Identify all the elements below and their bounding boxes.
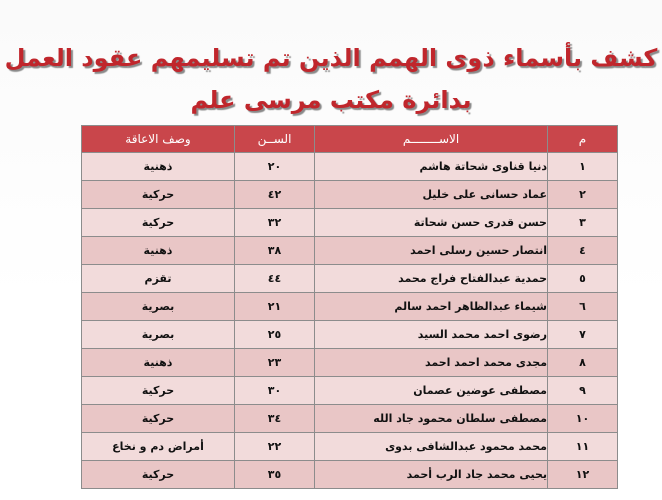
table-row [82, 405, 618, 433]
row-name: رضوى احمد محمد السيد [315, 321, 548, 349]
row-age: ٤٢ [235, 181, 315, 209]
row-number: ٢ [548, 181, 618, 209]
row-name: مصطفى سلطان محمود جاد الله [315, 405, 548, 433]
row-age: ٣٢ [235, 209, 315, 237]
row-age: ٢٣ [235, 349, 315, 377]
row-name: يحيى محمد جاد الرب أحمد [315, 461, 548, 489]
row-age: ٣٠ [235, 377, 315, 405]
row-disability: ذهنية [82, 349, 235, 377]
row-name: محمد محمود عبدالشافى بدوى [315, 433, 548, 461]
header-disability: وصف الاعاقة [82, 126, 235, 153]
row-disability: ذهنية [82, 153, 235, 181]
table-row [82, 153, 618, 181]
row-age: ٣٨ [235, 237, 315, 265]
row-name: حسن قدرى حسن شحاتة [315, 209, 548, 237]
title-line-1: كشف بأسماء ذوى الهمم الذين تم تسليمهم عقود العمل [4, 44, 658, 72]
row-age: ٢٥ [235, 321, 315, 349]
row-disability: بصرية [82, 321, 235, 349]
row-number: ٧ [548, 321, 618, 349]
table-header-row [82, 126, 618, 153]
row-name: دنيا قناوى شحاتة هاشم [315, 153, 548, 181]
row-disability: أمراض دم و نخاع [82, 433, 235, 461]
row-disability: بصرية [82, 293, 235, 321]
row-age: ٢٠ [235, 153, 315, 181]
row-name: حمدية عبدالفتاح فراج محمد [315, 265, 548, 293]
row-disability: حركية [82, 209, 235, 237]
row-disability: حركية [82, 377, 235, 405]
table-row [82, 293, 618, 321]
row-disability: حركية [82, 405, 235, 433]
table-row [82, 461, 618, 489]
row-disability: حركية [82, 181, 235, 209]
row-number: ١ [548, 153, 618, 181]
row-name: عماد حسانى على خليل [315, 181, 548, 209]
row-number: ٥ [548, 265, 618, 293]
table-row [82, 181, 618, 209]
row-age: ٣٥ [235, 461, 315, 489]
header-name: الاســــــــم [315, 126, 548, 153]
row-name: مجدى محمد احمد احمد [315, 349, 548, 377]
row-number: ٣ [548, 209, 618, 237]
table-row [82, 321, 618, 349]
row-number: ٩ [548, 377, 618, 405]
table-row [82, 209, 618, 237]
row-number: ١٢ [548, 461, 618, 489]
row-disability: حركية [82, 461, 235, 489]
header-age: الســن [235, 126, 315, 153]
employees-table [81, 125, 618, 489]
row-number: ١٠ [548, 405, 618, 433]
table-row [82, 237, 618, 265]
row-number: ٦ [548, 293, 618, 321]
row-disability: تقزم [82, 265, 235, 293]
row-age: ٤٤ [235, 265, 315, 293]
table-row [82, 349, 618, 377]
row-number: ٤ [548, 237, 618, 265]
row-age: ٢٢ [235, 433, 315, 461]
table-body [82, 153, 618, 489]
table-row [82, 377, 618, 405]
row-disability: ذهنية [82, 237, 235, 265]
table-row [82, 265, 618, 293]
title-line-2: بدائرة مكتب مرسى علم [190, 86, 472, 114]
header-num: م [548, 126, 618, 153]
row-name: انتصار حسين رسلى احمد [315, 237, 548, 265]
row-name: مصطفى عوضين عصمان [315, 377, 548, 405]
row-name: شيماء عبدالظاهر احمد سالم [315, 293, 548, 321]
row-age: ٣٤ [235, 405, 315, 433]
table-row [82, 433, 618, 461]
document-title [0, 36, 662, 122]
row-number: ٨ [548, 349, 618, 377]
row-age: ٢١ [235, 293, 315, 321]
row-number: ١١ [548, 433, 618, 461]
